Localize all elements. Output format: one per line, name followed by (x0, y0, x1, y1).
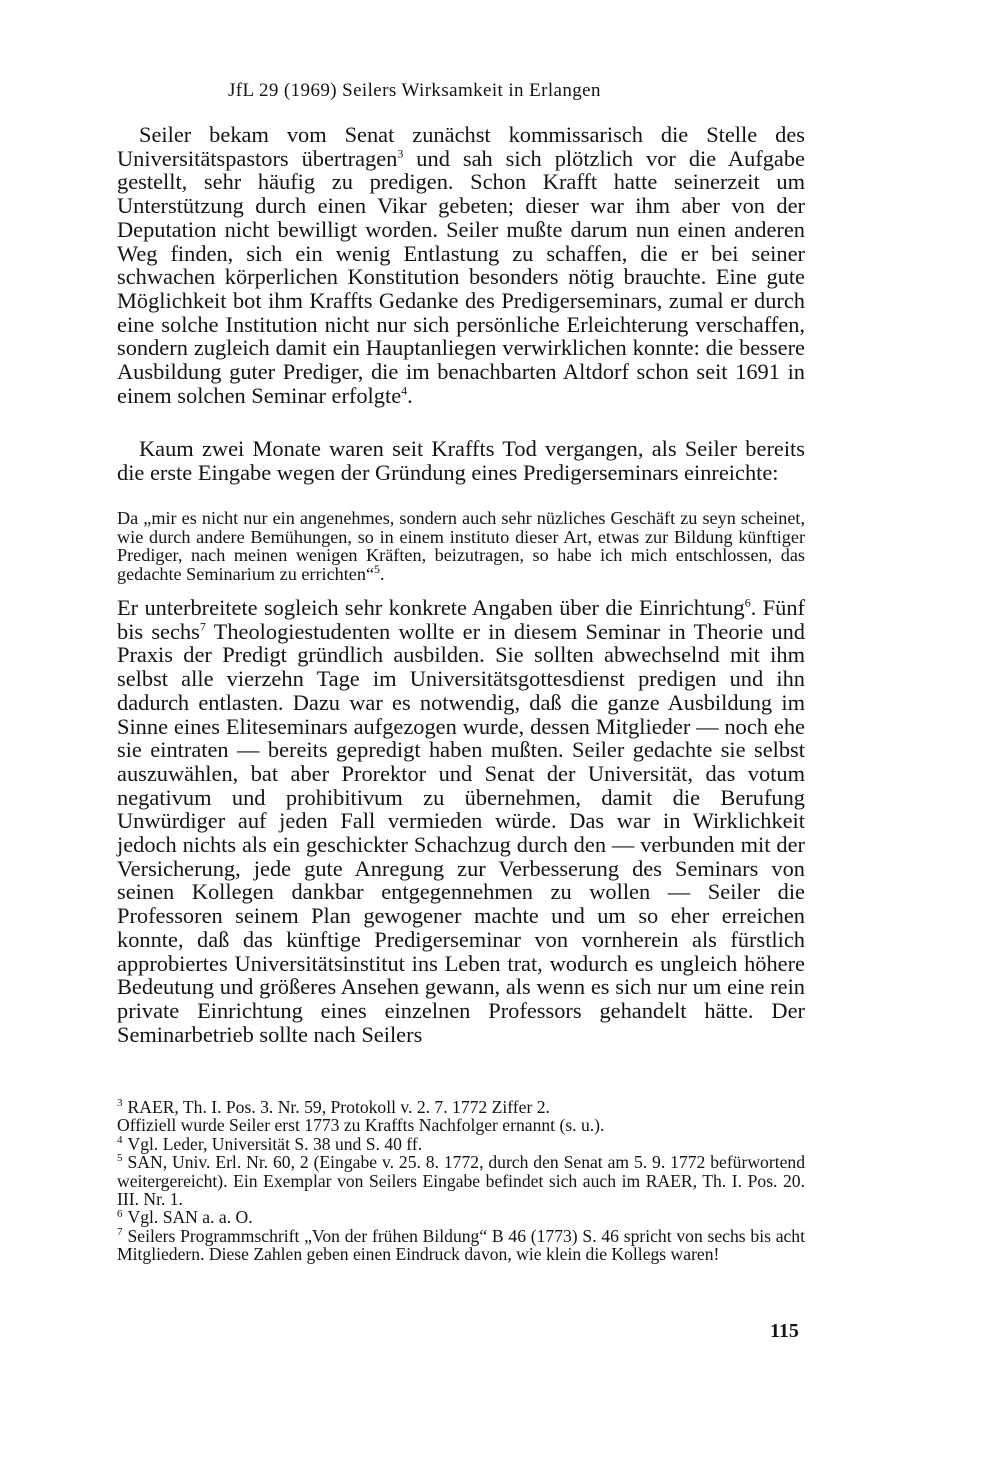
paragraph-1-end: . (407, 382, 413, 408)
block-quote-text: Da „mir es nicht nur ein angenehmes, sondern auch sehr nüzliches Geschäft zu seyn scheinet, wie durch andere Bemühungen, so in einem instituto dieser Art, etwas zur Bildung künftiger Prediger, nach meinen wenigen Kräften, beizutragen, so habe ich mich entschlossen, das gedachte Seminarium zu errichten“ (117, 508, 805, 584)
footnote-text: RAER, Th. I. Pos. 3. Nr. 59, Protokoll v. 2. 7. 1772 Ziffer 2. (127, 1097, 550, 1117)
block-quote-end: . (380, 563, 385, 584)
footnote (117, 1135, 805, 1153)
footnote-ref-3: 3 (397, 146, 404, 161)
footnote (117, 1208, 805, 1226)
paragraph-3-text-c: Theologiestudenten wollte er in diesem Seminar in Theorie und Praxis der Predigt gründlich ausbilden. Sie sollten abwechselnd mit ihm selbst alle vierzehn Tage im Universitätsgottesdienst predigen und ihn dadurch entlasten. Dazu war es notwendig, daß die ganze Ausbildung im Sinne eines Eliteseminars aufgezogen wurde, dessen Mitglieder — noch ehe sie eintraten — bereits gepredigt haben mußten. Seiler gedachte sie selbst auszuwählen, bat aber Prorektor und Senat der Universität, das votum negativum und prohibitivum zu übernehmen, damit die Berufung Unwürdiger auf jeden Fall vermieden würde. Das war in Wirklichkeit jedoch nichts als ein geschickter Schachzug durch den — verbunden mit der Versicherung, jede gute Anregung zur Verbesserung des Seminars von seinen Kollegen dankbar entgegennehmen zu wollen — Seiler die Professoren seinem Plan gewogener machte und um so eher erreichen konnte, daß das künftige Predigerseminar von vornherein als fürstlich approbiertes Universitätsinstitut ins Leben trat, wodurch es ungleich höhere Bedeutung und größeres Ansehen gewann, als wenn es sich nur um eine rein private Einrichtung eines einzelnen Professors gehandelt hätte. Der Seminarbetrieb sollte nach Seilers (117, 618, 805, 1047)
page-number: 115 (770, 1320, 799, 1342)
footnote-text: SAN, Univ. Erl. Nr. 60, 2 (Eingabe v. 25. 8. 1772, durch den Senat am 5. 9. 1772 befürwortend weitergereicht). Ein Exemplar von Seilers Eingabe befindet sich auch im RAER, Th. I. Pos. 20. III. Nr. 1. (117, 1152, 805, 1210)
paragraph-1-text: Seiler bekam vom Senat zunächst kommissarisch die Stelle des Universitätspastors übertragen (117, 122, 805, 171)
footnote (117, 1116, 805, 1134)
footnote (117, 1227, 805, 1264)
footnote-number: 7 (117, 1225, 123, 1238)
paragraph-3-text: Er unterbreitete sogleich sehr konkrete Angaben über die Einrichtung (117, 595, 745, 620)
footnote-ref-6: 6 (744, 595, 751, 610)
footnote-number: 4 (117, 1133, 123, 1146)
running-head: JfL 29 (1969) Seilers Wirksamkeit in Erlangen (228, 80, 601, 101)
paragraph-1-text-cont: und sah sich plötzlich vor die Aufgabe gestellt, sehr häufig zu predigen. Schon Krafft hatte seinerzeit um Unterstützung durch einen Vikar gebeten; dieser war ihm aber von der Deputation nicht bewilligt worden. Seiler mußte darum nun einen anderen Weg finden, sich ein wenig Entlastung zu schaffen, die er bei seiner schwachen körperlichen Konstitution besonders nötig brauchte. Eine gute Möglichkeit bot ihm Kraffts Gedanke des Predigerseminars, zumal er durch eine solche Institution nicht nur sich persönliche Erleichterung verschaffen, sondern zugleich damit ein Hauptanliegen verwirklichen konnte: die bessere Ausbildung guter Prediger, die im benachbarten Altdorf schon seit 1691 in einem solchen Seminar erfolgte (117, 145, 805, 408)
footnote-text: Offiziell wurde Seiler erst 1773 zu Kraffts Nachfolger ernannt (s. u.). (117, 1115, 605, 1136)
paragraph-3 (117, 596, 805, 1046)
footnote-number: 6 (117, 1207, 123, 1220)
footnote-number: 3 (117, 1097, 123, 1110)
footnote (117, 1098, 805, 1116)
footnote-ref-4: 4 (401, 383, 408, 398)
footnote-text: Vgl. Leder, Universität S. 38 und S. 40 ff. (127, 1133, 423, 1154)
paragraph-2: Kaum zwei Monate waren seit Kraffts Tod vergangen, als Seiler bereits die erste Eingabe wegen der Gründung eines Predigerseminars einreichte: (117, 436, 805, 485)
footnote (117, 1153, 805, 1208)
paragraph-3-text-b: . Fünf bis sechs (117, 595, 805, 644)
footnote-text: Vgl. SAN a. a. O. (127, 1207, 253, 1228)
footnote-ref-7: 7 (199, 619, 206, 634)
block-quote (117, 509, 805, 583)
footnote-text: Seilers Programmschrift „Von der frühen Bildung“ B 46 (1773) S. 46 spricht von sechs bis acht Mitgliedern. Diese Zahlen geben einen Eindruck davon, wie klein die Kollegs waren! (117, 1225, 805, 1265)
footnote-ref-5: 5 (374, 561, 381, 576)
footnote-number: 5 (117, 1152, 123, 1165)
footnotes (117, 1098, 805, 1264)
paragraph-1 (117, 123, 805, 407)
